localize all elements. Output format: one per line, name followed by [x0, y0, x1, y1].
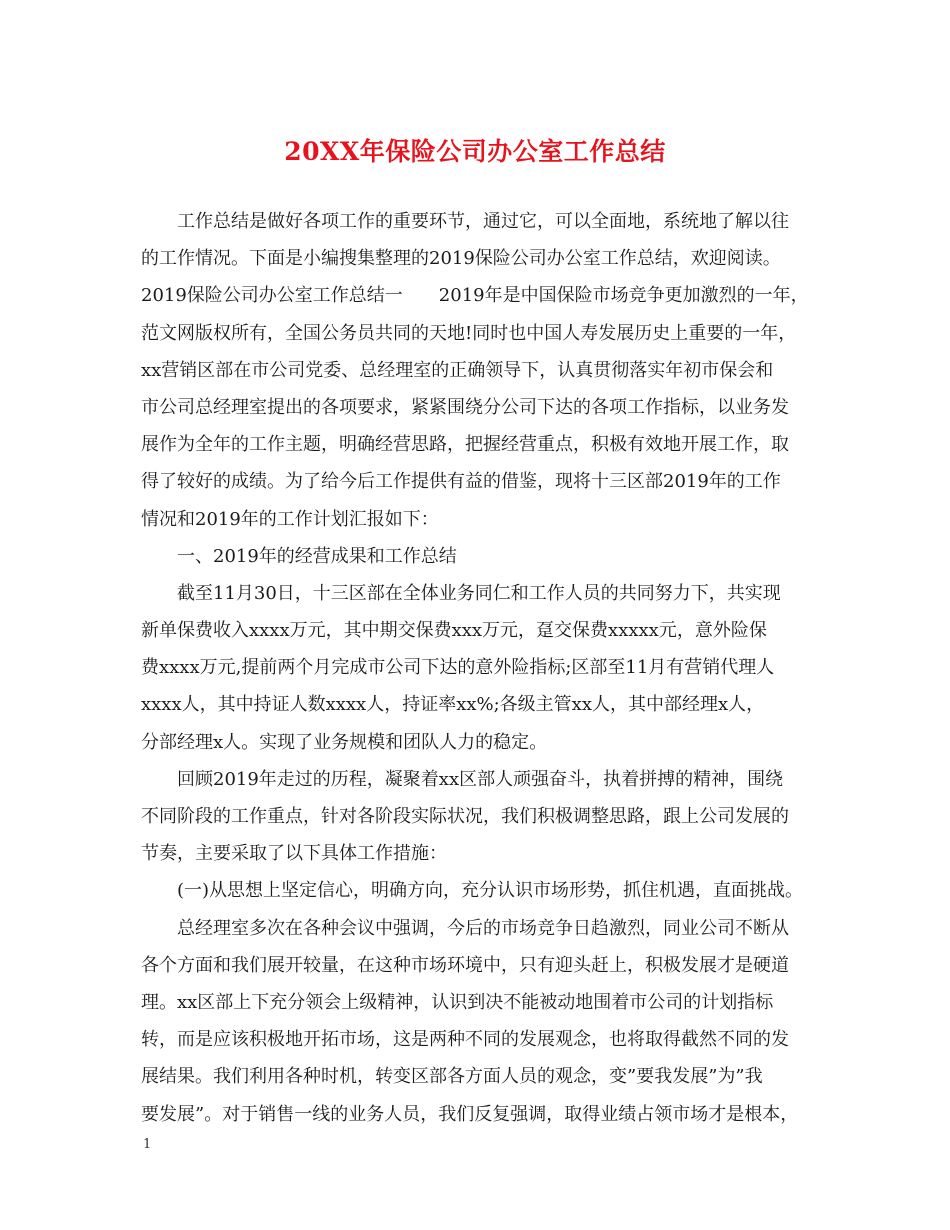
text-line: 各个方面和我们展开较量，在这种市场环境中，只有迎头赶上，积极发展才是硬道: [141, 954, 789, 976]
text-line: 市公司总经理室提出的各项要求，紧紧围绕分公司下达的各项工作指标，以业务发: [141, 396, 789, 418]
text-line: 工作总结是做好各项工作的重要环节，通过它，可以全面地，系统地了解以往: [177, 211, 789, 232]
text-line: 范文网版权所有，全国公务员共同的天地!同时也中国人寿发展历史上重要的一年，: [141, 322, 797, 344]
text-line: 新单保费收入xxxx万元，其中期交保费xxx万元，趸交保费xxxxx元，意外险保: [141, 620, 767, 642]
text-line: xx营销区部在市公司党委、总经理室的正确领导下，认真贯彻落实年初市保会和: [141, 359, 774, 381]
text-line: 情况和2019年的工作计划汇报如下：: [141, 508, 439, 530]
text-line: 展作为全年的工作主题，明确经营思路，把握经营重点，积极有效地开展工作，取: [141, 434, 789, 456]
text-line: 理。xx区部上下充分领会上级精神，认识到决不能被动地围着市公司的计划指标: [141, 991, 774, 1013]
text-line: 要发展”。对于销售一线的业务人员，我们反复强调，取得业绩占领市场才是根本，: [141, 1103, 799, 1125]
section-heading: 一、2019年的经营成果和工作总结: [177, 545, 457, 567]
text-line: 得了较好的成绩。为了给今后工作提供有益的借鉴，现将十三区部2019年的工作: [141, 471, 781, 493]
document-title: 20XX年保险公司办公室工作总结: [284, 137, 666, 166]
text-line: 节奏，主要采取了以下具体工作措施：: [141, 843, 447, 865]
text-line: 回顾2019年走过的历程，凝聚着xx区部人顽强奋斗，执着拼搏的精神，围绕: [177, 768, 784, 790]
text-line: 费xxxx万元,提前两个月完成市公司下达的意外险指标;区部至11月有营销代理人: [141, 657, 775, 679]
text-line: 转，而是应该积极地开拓市场，这是两种不同的发展观念，也将取得截然不同的发: [141, 1029, 789, 1051]
subsection-heading: (一)从思想上坚定信心，明确方向，充分认识市场形势，抓住机遇，直面挑战。: [177, 880, 804, 902]
text-line: 2019保险公司办公室工作总结一 2019年是中国保险市场竞争更加激烈的一年，: [141, 285, 809, 307]
text-line: 展结果。我们利用各种时机，转变区部各方面人员的观念，变”要我发展”为”我: [141, 1066, 763, 1088]
page-number: 1: [143, 1137, 152, 1152]
text-line: xxxx人，其中持证人数xxxx人，持证率xx%;各级主管xx人，其中部经理x人，: [141, 694, 765, 716]
text-line: 的工作情况。下面是小编搜集整理的2019保险公司办公室工作总结，欢迎阅读。: [141, 248, 781, 270]
document-body: [141, 203, 831, 1133]
text-line: 截至11月30日，十三区部在全体业务同仁和工作人员的共同努力下，共实现: [177, 582, 781, 604]
text-line: 总经理室多次在各种会议中强调，今后的市场竞争日趋激烈，同业公司不断从: [177, 917, 789, 939]
text-line: 不同阶段的工作重点，针对各阶段实际状况，我们积极调整思路，跟上公司发展的: [141, 806, 789, 827]
text-line: 分部经理x人。实现了业务规模和团队人力的稳定。: [141, 731, 548, 753]
